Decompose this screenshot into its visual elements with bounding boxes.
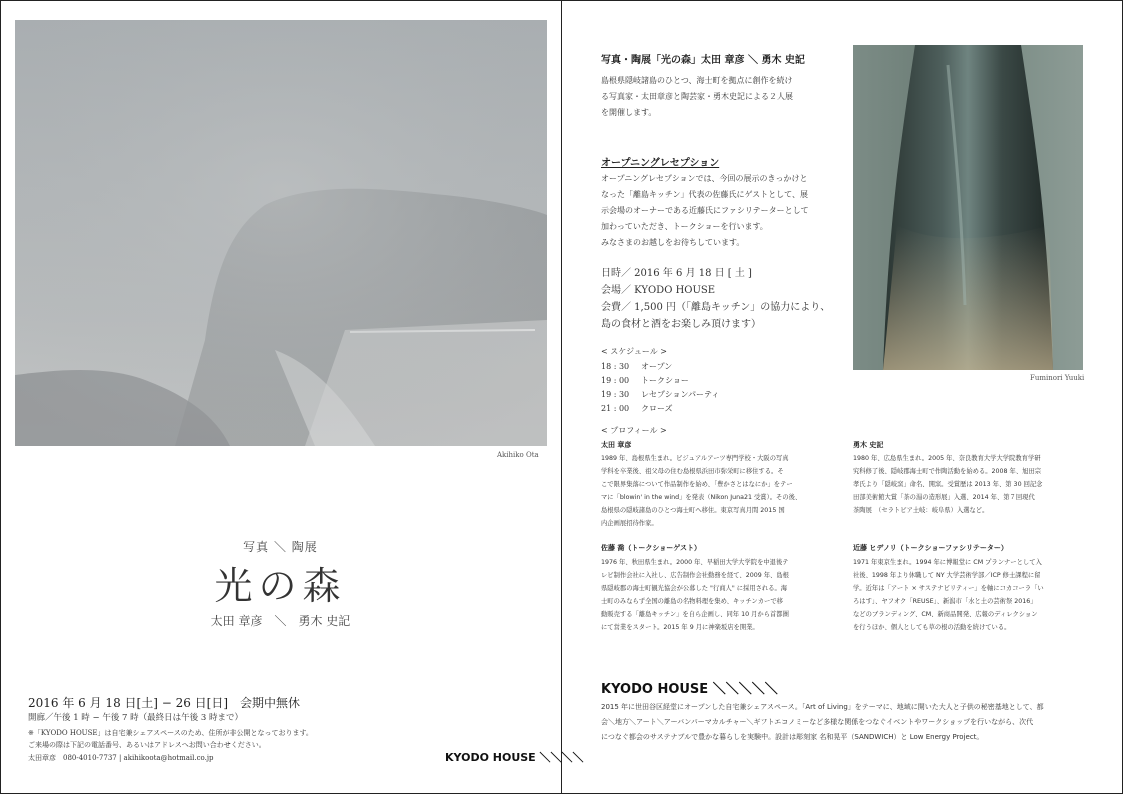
- exhibition-category: 写真 ＼ 陶展: [243, 540, 318, 554]
- bio-line: 内企画展招待作家。: [601, 520, 658, 527]
- bio-line: 1976 年、秋田県生まれ。2000 年、早稲田大学大学院を中退後テ: [601, 559, 789, 566]
- bio-line: などのブランディング、CM、新商品開発、広報のディレクション: [853, 611, 1038, 618]
- description-line: 2015 年に世田谷区経堂にオープンした自宅兼シェアスペース。「Art of Living」をテーマに、地域に開いた大人と子供の秘密基地として、都: [601, 703, 1044, 711]
- profile-bio: [601, 452, 801, 530]
- opening-line: みなさまのお越しをお待ちしています。: [601, 238, 745, 247]
- schedule-time: 18 : 30: [601, 362, 630, 371]
- bio-line: 1971 年東京生まれ。1994 年に博報堂に CM プランナーとして入: [853, 559, 1042, 566]
- intro-paragraph: [601, 73, 793, 121]
- schedule-item: [601, 360, 719, 374]
- kyodo-house-logo: KYODO HOUSE ＼＼＼＼: [445, 751, 584, 764]
- description-line: につなぐ都会のサステナブルで豊かな暮らしを実験中。設計は彫刻家 名和晃平（SANDWICH）と Low Energy Project。: [601, 733, 984, 741]
- exhibition-title: 光の森: [214, 564, 347, 608]
- bio-line: 士町のみならず全国の離島の名物料理を集め、キッチンカーで移: [601, 598, 783, 605]
- opening-reception-heading: オープニングレセプション: [601, 158, 720, 169]
- bio-line: ろはす」、ヤフオク「REUSE」、新潟市「水と土の芸術祭 2016」: [853, 598, 1037, 605]
- exhibition-dates: 2016 年 6 月 18 日[土] − 26 日[日] 会期中無休: [28, 696, 301, 710]
- schedule-item: [601, 374, 719, 388]
- profile-bio: [853, 452, 1042, 517]
- bio-line: 島根県の隠岐諸島のひとつ海士町へ移住。東京写真月間 2015 国: [601, 507, 785, 514]
- venue-note: ※「KYODO HOUSE」は自宅兼シェアスペースのため、住所が非公開となっております。: [28, 729, 313, 737]
- kyodo-house-description: [601, 700, 1091, 745]
- bio-line: 動販売する「離島キッチン」を自ら企画し、同年 10 月から首都圏: [601, 611, 789, 618]
- schedule-time: 21 : 00: [601, 404, 630, 413]
- event-date: 日時／ 2016 年 6 月 18 日 [ 土 ]: [601, 268, 752, 279]
- bio-line: こで限界集落について作品制作を始め、「豊かさとはなにか」をテー: [601, 481, 793, 488]
- profile-name: 太田 章彦: [601, 441, 632, 449]
- photo-caption: Akihiko Ota: [497, 451, 539, 459]
- intro-line: を開催します。: [601, 108, 657, 117]
- artist-names: 太田 章彦 ＼ 勇木 史記: [210, 614, 351, 628]
- schedule-label: トークショー: [641, 376, 689, 385]
- right-page-title: 写真・陶展「光の森」太田 章彦 ＼ 勇木 史記: [601, 55, 805, 66]
- schedule-label: オープン: [641, 362, 673, 371]
- kyodo-house-logo: KYODO HOUSE ＼＼＼＼＼: [601, 682, 778, 697]
- opening-line: 加わっていただき、トークショーを行います。: [601, 222, 768, 231]
- bio-line: 孝氏より「隠岐窯」命名、開窯。受賞歴は 2013 年、第 30 回記念: [853, 481, 1043, 488]
- profile-heading: < プロフィール >: [601, 426, 667, 435]
- bio-line: 1989 年、島根県生まれ。ビジュアルアーツ専門学校・大阪の写真: [601, 455, 789, 462]
- schedule-list: [601, 360, 719, 416]
- ceramic-vase-photo: [853, 45, 1083, 370]
- event-fee: 会費／ 1,500 円（「離島キッチン」の協力により、: [601, 302, 831, 313]
- opening-line: オープニングレセプションでは、今回の展示のきっかけと: [601, 174, 808, 183]
- opening-line: なった「離島キッチン」代表の佐藤氏にゲストとして、展: [601, 190, 808, 199]
- opening-line: 示会場のオーナーである近藤氏にファシリテーターとして: [601, 206, 809, 215]
- bio-line: にて営業をスタート。2015 年 9 月に神楽坂店を開業。: [601, 624, 759, 631]
- bio-line: 1980 年、広島県生まれ。2005 年、奈良教育大学大学院教育学研: [853, 455, 1041, 462]
- bio-line: レビ制作会社に入社し、広告制作会社勤務を経て、2009 年、島根: [601, 572, 789, 579]
- bio-line: を行うほか、個人としても草の根の活動を続けている。: [853, 624, 1011, 631]
- profile-name: 勇木 史記: [853, 441, 884, 449]
- opening-hours: 開廊／午後 1 時 − 午後 7 時（最終日は午後 3 時まで）: [28, 713, 243, 723]
- schedule-heading: < スケジュール >: [601, 347, 668, 356]
- schedule-time: 19 : 00: [601, 376, 630, 385]
- bio-line: 社後、1998 年より休職して NY 大学芸術学部／ICP 修士課程に留: [853, 572, 1041, 579]
- bio-line: 田部美術館大賞「茶の湯の造形展」入選、2014 年、第７回現代: [853, 494, 1035, 501]
- description-line: 会＼地方＼アート＼アーバンパーマカルチャー＼ギフトエコノミーなど多様な関係をつなぐイベントやワークショップを行いながら、次代: [601, 718, 1034, 726]
- foggy-landscape-photo: [15, 20, 547, 446]
- bio-line: マに「blowin' in the wind」を発表（Nikon Juna21 受賞）。その後、: [601, 494, 802, 501]
- opening-reception-text: [601, 171, 809, 251]
- bio-line: 究科修了後、隠岐郡海士町で作陶活動を始める。2008 年、旭田宗: [853, 468, 1042, 475]
- intro-line: る写真家・太田章彦と陶芸家・勇木史記による２人展: [601, 92, 793, 101]
- event-venue: 会場／ KYODO HOUSE: [601, 285, 716, 296]
- event-details: [601, 265, 830, 333]
- schedule-time: 19 : 30: [601, 390, 630, 399]
- bio-line: 県隠岐郡の海士町観光協会が公募した "行商人" に採用される。海: [601, 585, 788, 592]
- profile-bio: [601, 556, 789, 634]
- page-fold-line: [561, 0, 562, 794]
- bio-line: 茶陶展 （セラトピア土岐：岐阜県）入選など。: [853, 507, 989, 514]
- schedule-item: [601, 402, 719, 416]
- schedule-label: クローズ: [641, 404, 673, 413]
- profile-bio: [853, 556, 1044, 634]
- event-fee-note: 島の食材と酒をお楽しみ頂けます）: [601, 319, 761, 330]
- intro-line: 島根県隠岐諸島のひとつ、海士町を拠点に創作を続け: [601, 76, 793, 85]
- schedule-item: [601, 388, 719, 402]
- photo-caption: Fuminori Yuuki: [1030, 374, 1085, 382]
- bio-line: 学科を卒業後、祖父母の住む島根県浜田市弥栄町に移住する。そ: [601, 468, 784, 475]
- contact-note: ご来場の際は下記の電話番号、あるいはアドレスへお問い合わせください。: [28, 741, 266, 749]
- profile-name: 佐藤 喬（トークショーゲスト）: [601, 544, 702, 552]
- bio-line: 学。近年は「アート × サステナビリティー」を軸にコカコーラ「い: [853, 585, 1044, 592]
- contact-info: 太田章彦 080-4010-7737 | akihikoota@hotmail.co.jp: [28, 754, 214, 762]
- profile-name: 近藤 ヒデノリ（トークショーファシリテーター）: [853, 544, 1008, 552]
- schedule-label: レセプションパーティ: [641, 390, 720, 399]
